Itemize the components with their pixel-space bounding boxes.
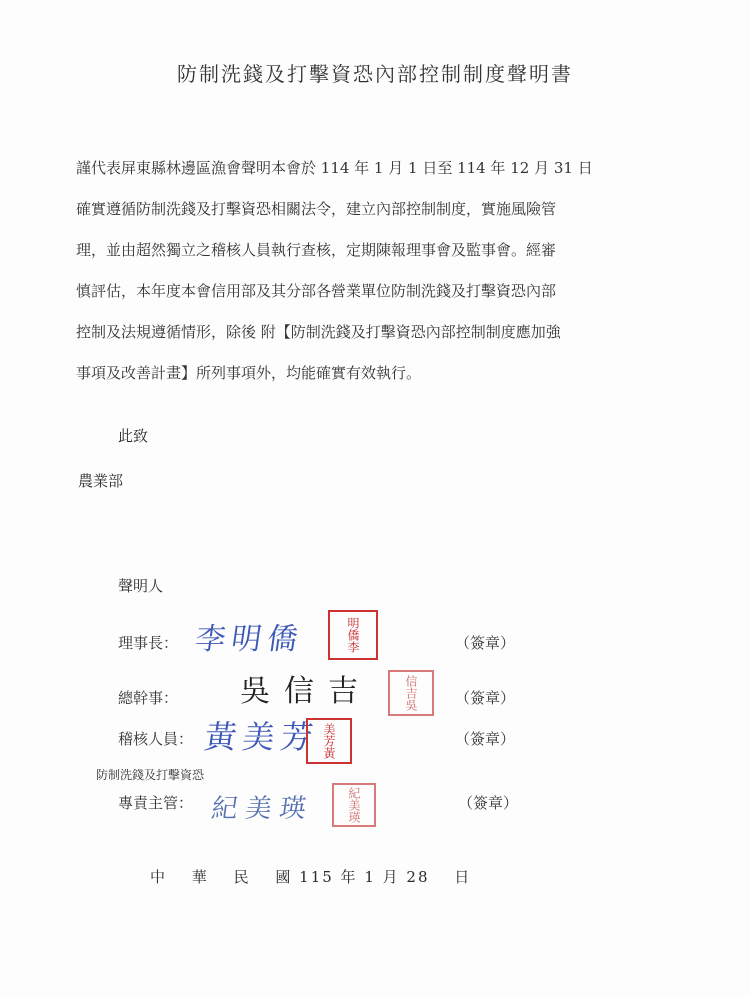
closing-phrase: 此致 (118, 427, 149, 445)
document-title: 防制洗錢及打擊資恐內部控制制度聲明書 (177, 62, 573, 86)
body-line: 謹代表屏東縣林邊區漁會聲明本會於 114 年 1 月 1 日至 114 年 12 月 31 日 (76, 159, 593, 177)
aml-officer-label: 專責主管： (118, 794, 194, 812)
body-line: 控制及法規遵循情形，除後 附【防制洗錢及打擊資恐內部控制制度應加強 (76, 323, 561, 341)
declarant-label: 聲明人 (118, 577, 164, 595)
general-manager-seal: 信吉吳 (388, 670, 434, 716)
aml-officer-stamp-note: （簽章） (458, 794, 519, 812)
aml-officer-signature: 紀美瑛 (209, 794, 316, 824)
chairman-stamp-note: （簽章） (455, 634, 516, 652)
date-part: 國 115 年 1 月 28 (275, 868, 430, 886)
aml-officer-seal: 紀美瑛 (332, 783, 376, 827)
body-line: 事項及改善計畫】所列事項外，均能確實有效執行。 (76, 364, 422, 382)
body-line: 理，並由超然獨立之稽核人員執行查核，定期陳報理事會及監事會。經審 (76, 241, 557, 259)
document-date (150, 866, 489, 887)
aml-officer-prefix: 防制洗錢及打擊資恐 (96, 768, 205, 782)
chairman-signature: 李明僑 (193, 622, 306, 657)
date-part: 民 (233, 868, 251, 886)
chairman-label: 理事長： (118, 634, 179, 652)
auditor-seal: 美芳黃 (306, 718, 352, 764)
body-line: 慎評估，本年度本會信用部及其分部各營業單位防制洗錢及打擊資恐內部 (76, 282, 557, 300)
date-part: 日 (454, 868, 472, 886)
general-manager-label: 總幹事： (118, 689, 179, 707)
date-part: 華 (191, 868, 209, 886)
general-manager-stamp-note: （簽章） (455, 689, 516, 707)
declaration-body (76, 148, 676, 394)
auditor-signature: 黃美芳 (202, 718, 322, 756)
body-line: 確實遵循防制洗錢及打擊資恐相關法令，建立內部控制制度，實施風險管 (76, 200, 557, 218)
chairman-seal: 明僑李 (328, 610, 378, 660)
general-manager-signature: 吳信吉 (240, 674, 372, 709)
recipient: 農業部 (78, 472, 124, 490)
auditor-stamp-note: （簽章） (455, 730, 516, 748)
date-part: 中 (150, 868, 168, 886)
auditor-label: 稽核人員： (118, 730, 194, 748)
